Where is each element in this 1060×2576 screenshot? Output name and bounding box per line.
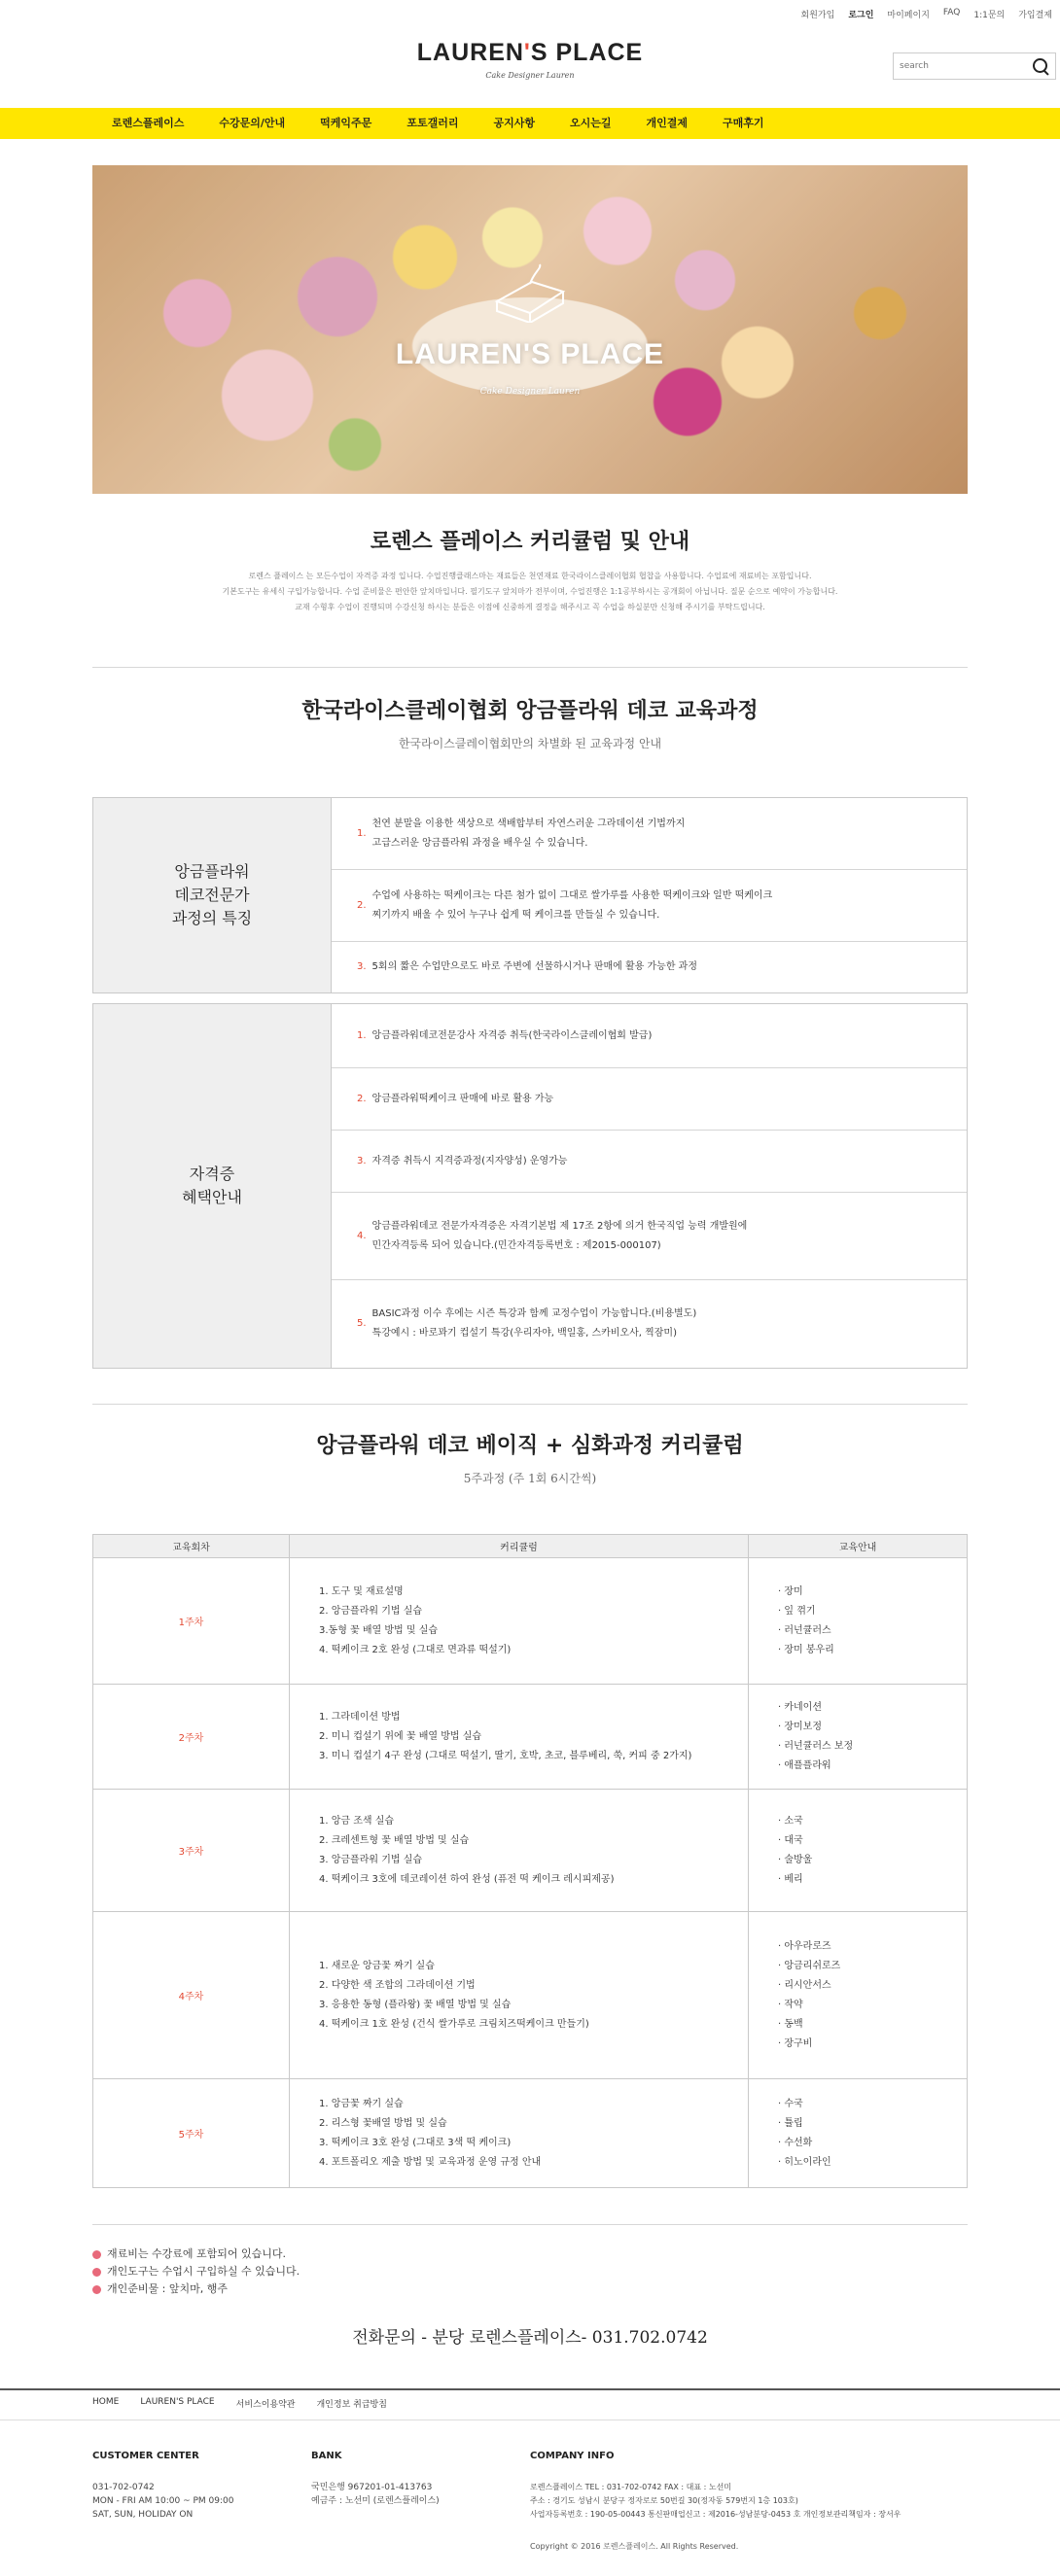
- header-curriculum: 커리큘럼: [290, 1535, 749, 1558]
- curriculum-cell: 1. 새로운 앙금꽃 짜기 실습 2. 다양한 색 조합의 그라데이션 기법 3. 응용한 동형 (플라왕) 꽃 배열 방법 및 실습 4. 떡케이크 1호 완성 (건식 쌀가루로 크림치즈떡케이크 만들기): [290, 1912, 749, 2079]
- info-cell: · 아우라로즈 · 앙금리쉬로즈 · 리시안서스 · 작약 · 동백 · 장구비: [749, 1912, 968, 2079]
- week-label: 3주차: [93, 1790, 290, 1912]
- copyright: Copyright © 2016 로렌스플레이스. All Rights Reserved.: [530, 2542, 739, 2551]
- top-links: [801, 8, 1052, 20]
- table-row: [93, 2079, 968, 2188]
- info-cell: · 카네이션 · 장미보정 · 러넌큘러스 보정 · 애플플라워: [749, 1685, 968, 1790]
- top-link-inquiry[interactable]: 1:1문의: [973, 11, 1006, 20]
- table-header-row: [93, 1535, 968, 1558]
- banner-subtitle: Cake Designer Lauren: [479, 387, 581, 397]
- footer-divider: [0, 2419, 1060, 2420]
- search-box: [893, 52, 1056, 80]
- curriculum-cell: 1. 앙금 조색 실습 2. 크레센트형 꽃 배열 방법 및 실습 3. 앙금플라워 기법 실습 4. 떡케이크 3호에 데코레이션 하여 완성 (퓨전 떡 케이크 레시피제공): [290, 1790, 749, 1912]
- footer-link-terms[interactable]: 서비스이용약관: [235, 2400, 296, 2410]
- bullet-dot-icon: [92, 2268, 101, 2277]
- bullet-dot-icon: [92, 2285, 101, 2294]
- intro-text: [0, 569, 1060, 615]
- benefits-label: 자격증 혜택안내: [93, 1004, 332, 1368]
- footer-company-info: COMPANY INFO 로렌스플레이스 TEL : 031-702-0742 FAX : 대표 : 노선미 주소 : 경기도 성남시 분당구 정자로로 50번길 30(정자동 579번지 1층 103호) 사업자등록번호 : 190-05-00443 통신판매업신고 : 제2016-성남분당-0453 호 개인정보관리책임자 : 장서우: [530, 2451, 901, 2519]
- week-label: 1주차: [93, 1558, 290, 1685]
- benefit-item: 1. 앙금플라워데코전문강사 자격증 취득(한국라이스클레이협회 발급): [332, 1004, 967, 1068]
- list-item: 개인준비물 : 앞치마, 행주: [92, 2280, 300, 2298]
- week-label: 2주차: [93, 1685, 290, 1790]
- benefits-items: [332, 1004, 967, 1368]
- info-cell: · 소국 · 대국 · 술방울 · 베리: [749, 1790, 968, 1912]
- benefit-item: 3. 자격증 취득시 지격증과정(지자양성) 운영가능: [332, 1131, 967, 1193]
- info-cell: · 장미 · 잎 꺾기 · 러넌큘러스 · 장미 봉우리: [749, 1558, 968, 1685]
- footer-bank: BANK 국민은행 967201-01-413763 예금주 : 노선미 (로렌스플레이스): [311, 2451, 440, 2506]
- section1-subtitle: 한국라이스클레이협회만의 차별화 된 교육과정 안내: [398, 737, 662, 750]
- divider: [92, 667, 968, 668]
- curriculum-cell: 1. 도구 및 재료설명 2. 앙금플라워 기법 실습 3.동형 꽃 배열 방법 및 실습 4. 떡케이크 2호 완성 (그대로 면과류 떡설기): [290, 1558, 749, 1685]
- nav-item-class-inquiry[interactable]: 수강문의/안내: [219, 117, 286, 129]
- logo-subtitle: Cake Designer Lauren: [485, 71, 575, 80]
- features-label: 앙금플라워 데코전문가 과정의 특징: [93, 798, 332, 992]
- list-item: 개인도구는 수업시 구입하실 수 있습니다.: [92, 2263, 300, 2280]
- nav-item-cake-order[interactable]: 떡케익주문: [320, 117, 372, 129]
- top-link-payment[interactable]: 가입결제: [1018, 11, 1052, 20]
- feature-item: 1. 천연 분말을 이용한 색상으로 색배합부터 자연스러운 그라데이션 기법까지 고급스러운 앙금플라워 과정을 배우실 수 있습니다.: [332, 798, 967, 870]
- intro-line: 교재 수형후 수업이 진행되며 수강신청 하시는 분들은 이점에 신중하게 결정을 해주시고 꼭 수업을 하실분만 신청해 주시기를 부탁드립니다.: [295, 603, 765, 611]
- table-row: [93, 1558, 968, 1685]
- section1-title: 한국라이스클레이협회 앙금플라워 데코 교육과정: [301, 698, 759, 723]
- benefits-table: [92, 1003, 968, 1369]
- footer-link-home[interactable]: HOME: [92, 2397, 120, 2407]
- hero-banner: [92, 165, 968, 494]
- features-items: [332, 798, 967, 992]
- top-link-mypage[interactable]: 마이페이지: [887, 11, 930, 20]
- benefit-item: 4. 앙금플라워데코 전문가자격증은 자격기본법 제 17조 2항에 의거 한국직업 능력 개발원에 민간자격등록 되어 있습니다.(민간자격등록번호 : 제2015-000107): [332, 1193, 967, 1280]
- intro-line: 로렌스 플레이스 는 모든수업이 자격증 과정 입니다. 수업진행클래스마는 재료들은 천연재료 한국라이스클레이협회 협찹을 사용합니다. 수업료에 재료비는 포함입니다.: [248, 572, 812, 580]
- footer-divider: [0, 2388, 1060, 2390]
- feature-item: 3. 5회의 짧은 수업만으로도 바로 주변에 선물하시거나 판매에 활용 가능한 과정: [357, 961, 697, 972]
- banner-overlay: [92, 165, 968, 494]
- search-icon[interactable]: [1032, 57, 1049, 75]
- header-info: 교육안내: [749, 1535, 968, 1558]
- benefit-item: 5. BASIC과정 이수 후에는 시즌 특강과 함께 교정수업이 가능합니다.(비용별도) 특강예시 : 바로꽈기 컵설기 특강(우리자야, 백일홍, 스카비오사, 찍잠미): [357, 1308, 697, 1339]
- nav-item-laurens-place[interactable]: 로렌스플레이스: [112, 117, 185, 129]
- cake-icon: [491, 262, 569, 323]
- nav-item-notice[interactable]: 공지사항: [493, 117, 535, 129]
- notes-list: [92, 2245, 300, 2298]
- section2-title: 앙금플라워 데코 베이직 + 심화과정 커리큘럼: [316, 1433, 744, 1458]
- list-item: 재료비는 수강료에 포함되어 있습니다.: [92, 2245, 300, 2263]
- search-input[interactable]: [900, 61, 1032, 71]
- site-logo[interactable]: [417, 39, 643, 80]
- info-cell: · 수국 · 튤립 · 수선화 · 히노이라인: [749, 2079, 968, 2188]
- week-label: 4주차: [93, 1912, 290, 2079]
- phone-inquiry: 전화문의 - 분당 로렌스플레이스- 031.702.0742: [352, 2328, 708, 2348]
- nav-item-photo-gallery[interactable]: 포토갤러리: [406, 117, 459, 129]
- benefit-item: 2. 앙금플라워떡케이크 판매에 바로 활용 가능: [332, 1068, 967, 1131]
- bullet-dot-icon: [92, 2250, 101, 2259]
- nav-item-reviews[interactable]: 구매후기: [723, 117, 764, 129]
- top-link-join[interactable]: 회원가입: [800, 11, 835, 20]
- footer-link-privacy[interactable]: 개인정보 취급방침: [316, 2400, 387, 2410]
- banner-title: LAUREN'S PLACE: [395, 338, 665, 370]
- section2-subtitle: 5주과정 (주 1회 6시간씩): [463, 1472, 597, 1485]
- table-row: [93, 1912, 968, 2079]
- nav-item-personal-payment[interactable]: 개인결제: [646, 117, 688, 129]
- nav-item-directions[interactable]: 오시는길: [569, 117, 612, 129]
- intro-line: 기본도구는 유세식 구입가능합니다. 수업 준비물은 편안한 앞치마입니다. 필기도구 앞치마가 전부이며, 수업진행은 1:1공부하시는 공개회이 아닙니다. 질문 순으로 예약이 가능합니다.: [222, 587, 838, 596]
- top-link-login[interactable]: 로그인: [848, 11, 874, 20]
- footer-link-laurens-place[interactable]: LAUREN'S PLACE: [140, 2397, 215, 2407]
- header-week: 교육회차: [93, 1535, 290, 1558]
- main-nav: [0, 108, 1060, 139]
- curriculum-cell: 1. 앙금꽃 짜기 실습 2. 리스형 꽃배열 방법 및 실습 3. 떡케이크 3호 완성 (그대로 3색 떡 케이크) 4. 포트폴리오 제출 방법 및 교육과정 운영 규정 안내: [290, 2079, 749, 2188]
- footer-links: [92, 2397, 387, 2410]
- features-table: [92, 797, 968, 993]
- divider: [92, 2224, 968, 2225]
- divider: [92, 1404, 968, 1405]
- top-link-faq[interactable]: FAQ: [942, 8, 961, 17]
- curriculum-table: [92, 1534, 968, 2188]
- footer-customer-center: CUSTOMER CENTER 031-702-0742 MON - FRI AM 10:00 ~ PM 09:00 SAT, SUN, HOLIDAY ON: [92, 2451, 234, 2520]
- curriculum-cell: 1. 그라데이션 방법 2. 미니 컵설기 위에 꽃 배열 방법 실습 3. 미니 컵설기 4구 완성 (그대로 떡설기, 딸기, 호박, 초코, 블루베리, 쑥, 커피 중 2가지): [290, 1685, 749, 1790]
- intro-title: 로렌스 플레이스 커리큘럼 및 안내: [370, 529, 690, 554]
- week-label: 5주차: [93, 2079, 290, 2188]
- logo-text: LAUREN'S PLACE: [416, 39, 644, 66]
- feature-item: 2. 수업에 사용하는 떡케이크는 다른 첨가 없이 그대로 쌀가루를 사용한 떡케이크와 일반 떡케이크 찌기까지 배울 수 있어 누구나 쉽게 떡 케이크를 만들실 수 있습니다.: [332, 870, 967, 942]
- table-row: [93, 1685, 968, 1790]
- table-row: [93, 1790, 968, 1912]
